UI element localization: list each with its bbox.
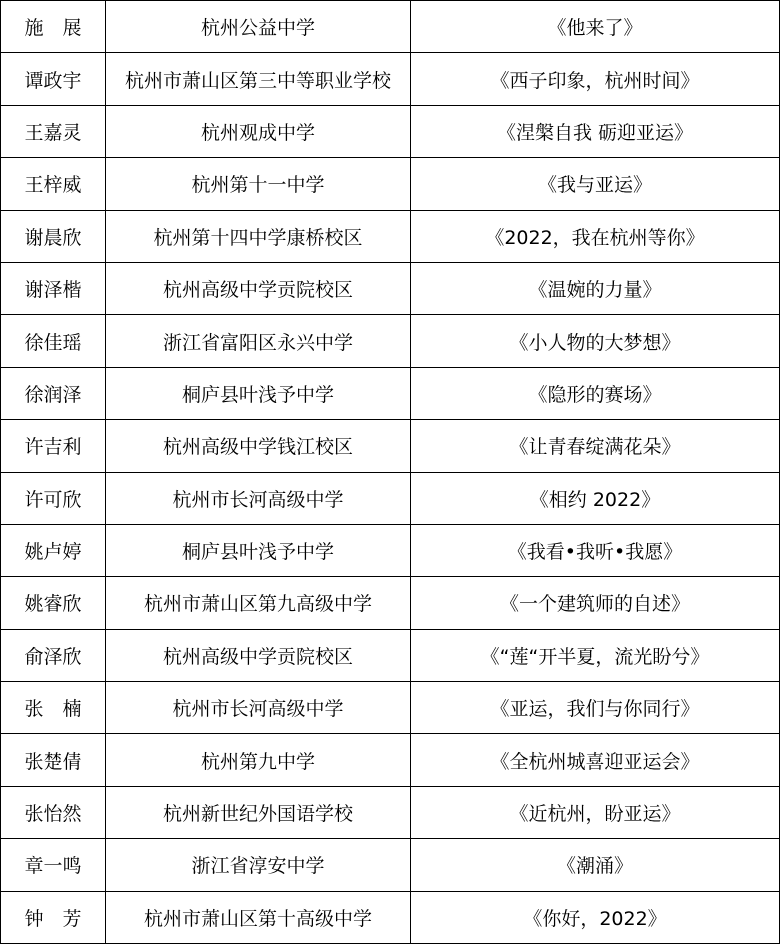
school-name-cell: 杭州高级中学钱江校区 [106, 420, 411, 472]
student-name-cell: 张 楠 [1, 682, 106, 734]
student-name-cell: 章一鸣 [1, 839, 106, 891]
table-row [1, 839, 780, 891]
table-row [1, 524, 780, 576]
essay-title-cell: 《潮涌》 [411, 839, 780, 891]
student-name-cell: 王梓威 [1, 158, 106, 210]
school-name-cell: 杭州高级中学贡院校区 [106, 262, 411, 314]
student-name-cell: 姚卢婷 [1, 524, 106, 576]
essay-title-cell: 《2022，我在杭州等你》 [411, 210, 780, 262]
student-name-cell: 钟 芳 [1, 891, 106, 943]
essay-title-cell: 《全杭州城喜迎亚运会》 [411, 734, 780, 786]
table-row [1, 315, 780, 367]
table-row [1, 210, 780, 262]
student-name-cell: 张楚倩 [1, 734, 106, 786]
school-name-cell: 浙江省富阳区永兴中学 [106, 315, 411, 367]
student-name-cell: 谭政宇 [1, 53, 106, 105]
essay-title-cell: 《近杭州，盼亚运》 [411, 786, 780, 838]
table-row [1, 891, 780, 943]
student-name-cell: 徐佳瑶 [1, 315, 106, 367]
table-row [1, 158, 780, 210]
school-name-cell: 杭州第十四中学康桥校区 [106, 210, 411, 262]
school-name-cell: 杭州市萧山区第九高级中学 [106, 577, 411, 629]
essay-title-cell: 《相约 2022》 [411, 472, 780, 524]
table-row [1, 367, 780, 419]
school-name-cell: 杭州高级中学贡院校区 [106, 629, 411, 681]
student-name-cell: 徐润泽 [1, 367, 106, 419]
school-name-cell: 杭州观成中学 [106, 105, 411, 157]
table-row [1, 1, 780, 53]
table-row [1, 786, 780, 838]
school-name-cell: 杭州市长河高级中学 [106, 682, 411, 734]
school-name-cell: 浙江省淳安中学 [106, 839, 411, 891]
student-name-cell: 俞泽欣 [1, 629, 106, 681]
essay-title-cell: 《让青春绽满花朵》 [411, 420, 780, 472]
essay-title-cell: 《我看•我听•我愿》 [411, 524, 780, 576]
school-name-cell: 杭州市长河高级中学 [106, 472, 411, 524]
table-row [1, 262, 780, 314]
school-name-cell: 杭州市萧山区第十高级中学 [106, 891, 411, 943]
essay-title-cell: 《他来了》 [411, 1, 780, 53]
essay-title-cell: 《涅槃自我 砺迎亚运》 [411, 105, 780, 157]
student-name-cell: 姚睿欣 [1, 577, 106, 629]
table-row [1, 472, 780, 524]
essay-title-cell: 《你好，2022》 [411, 891, 780, 943]
school-name-cell: 杭州新世纪外国语学校 [106, 786, 411, 838]
school-name-cell: 桐庐县叶浅予中学 [106, 367, 411, 419]
essay-title-cell: 《小人物的大梦想》 [411, 315, 780, 367]
table-row [1, 734, 780, 786]
essay-title-cell: 《“莲“开半夏，流光盼兮》 [411, 629, 780, 681]
table-row [1, 682, 780, 734]
essay-title-cell: 《我与亚运》 [411, 158, 780, 210]
essay-title-cell: 《隐形的赛场》 [411, 367, 780, 419]
winners-table-body [1, 1, 780, 944]
school-name-cell: 桐庐县叶浅予中学 [106, 524, 411, 576]
student-name-cell: 张怡然 [1, 786, 106, 838]
essay-title-cell: 《西子印象，杭州时间》 [411, 53, 780, 105]
essay-title-cell: 《亚运，我们与你同行》 [411, 682, 780, 734]
student-name-cell: 谢泽楷 [1, 262, 106, 314]
essay-title-cell: 《一个建筑师的自述》 [411, 577, 780, 629]
school-name-cell: 杭州第十一中学 [106, 158, 411, 210]
school-name-cell: 杭州公益中学 [106, 1, 411, 53]
table-row [1, 629, 780, 681]
student-name-cell: 谢晨欣 [1, 210, 106, 262]
school-name-cell: 杭州第九中学 [106, 734, 411, 786]
student-name-cell: 许吉利 [1, 420, 106, 472]
table-row [1, 577, 780, 629]
table-row [1, 105, 780, 157]
student-name-cell: 王嘉灵 [1, 105, 106, 157]
school-name-cell: 杭州市萧山区第三中等职业学校 [106, 53, 411, 105]
student-name-cell: 施 展 [1, 1, 106, 53]
table-row [1, 53, 780, 105]
table-row [1, 420, 780, 472]
student-name-cell: 许可欣 [1, 472, 106, 524]
essay-title-cell: 《温婉的力量》 [411, 262, 780, 314]
